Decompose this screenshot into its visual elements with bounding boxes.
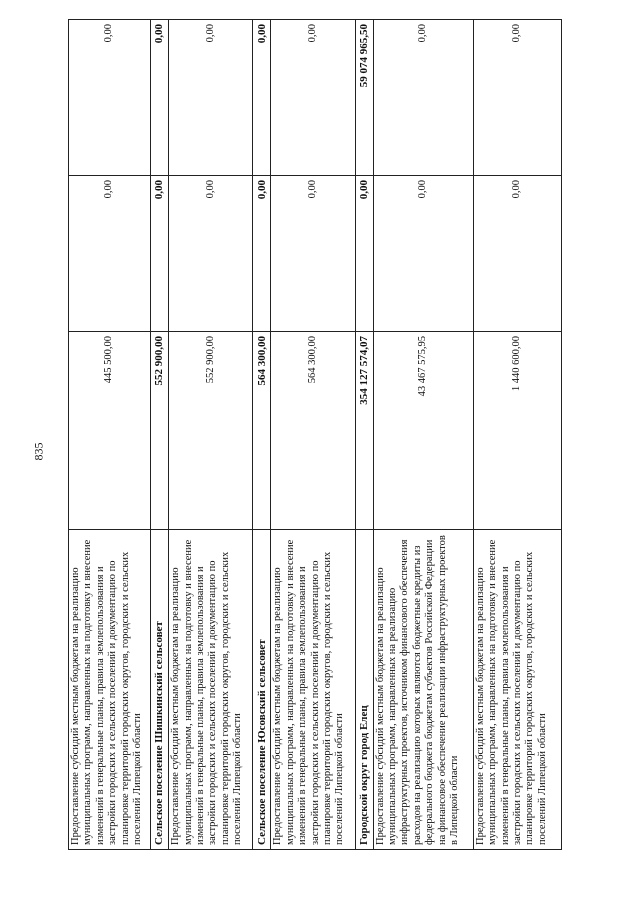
table-row-total [253,20,271,850]
table-row [169,20,253,850]
cell-value-3: 0,00 [69,20,151,176]
table-row-total [151,20,169,850]
row-description: Сельское поселение Юсовский сельсовет [253,530,271,850]
row-description: Сельское поселение Шишкинский сельсовет [151,530,169,850]
cell-value-3: 0,00 [253,20,271,176]
cell-value-1: 1 440 600,00 [473,332,561,530]
cell-value-3: 0,00 [169,20,253,176]
cell-value-3: 59 074 965,50 [355,20,373,176]
cell-value-2: 0,00 [473,176,561,332]
cell-value-1: 445 500,00 [69,332,151,530]
row-description: Предоставление субсидий местным бюджетам на реализацию муниципальных программ, направленных на реализацию инфраструктурных проектов, источником финансового обеспечения расходов на реализацию которых являются бюджетные кредиты из федерального бюджета бюджетам субъектов Российской Федерации на финансовое обеспечение реализации инфраструктурных проектов в Липецкой области [373,530,473,850]
cell-value-2: 0,00 [151,176,169,332]
cell-value-2: 0,00 [271,176,355,332]
row-description: Предоставление субсидий местным бюджетам на реализацию муниципальных программ, направленных на подготовку и внесение изменений в генеральные планы, правила землепользования и застройки городских и сельских поселений и документацию по планировке территорий городских округов, городских и сельских поселений Липецкой области [169,530,253,850]
cell-value-1: 564 300,00 [271,332,355,530]
cell-value-1: 43 467 575,95 [373,332,473,530]
row-description: Городской округ город Елец [355,530,373,850]
table-row [473,20,561,850]
cell-value-1: 552 900,00 [151,332,169,530]
cell-value-2: 0,00 [169,176,253,332]
row-description: Предоставление субсидий местным бюджетам на реализацию муниципальных программ, направленных на подготовку и внесение изменений в генеральные планы, правила землепользования и застройки городских и сельских поселений и документацию по планировке территорий городских округов, городских и сельских поселений Липецкой области [473,530,561,850]
cell-value-3: 0,00 [271,20,355,176]
cell-value-1: 564 300,00 [253,332,271,530]
cell-value-2: 0,00 [253,176,271,332]
row-description: Предоставление субсидий местным бюджетам на реализацию муниципальных программ, направленных на подготовку и внесение изменений в генеральные планы, правила землепользования и застройки городских и сельских поселений и документацию по планировке территорий городских округов, городских и сельских поселений Липецкой области [271,530,355,850]
rotated-table-container [68,20,562,850]
cell-value-3: 0,00 [151,20,169,176]
cell-value-2: 0,00 [69,176,151,332]
cell-value-3: 0,00 [473,20,561,176]
cell-value-2: 0,00 [373,176,473,332]
budget-table-body [69,20,562,850]
cell-value-2: 0,00 [355,176,373,332]
table-row [373,20,473,850]
budget-table [68,19,562,850]
table-row-total [355,20,373,850]
cell-value-1: 354 127 574,07 [355,332,373,530]
page-number: 835 [31,442,46,461]
cell-value-1: 552 900,00 [169,332,253,530]
table-row [69,20,151,850]
cell-value-3: 0,00 [373,20,473,176]
table-row [271,20,355,850]
row-description: Предоставление субсидий местным бюджетам на реализацию муниципальных программ, направленных на подготовку и внесение изменений в генеральные планы, правила землепользования и застройки городских и сельских поселений и документацию по планировке территорий городских округов, городских и сельских поселений Липецкой области [69,530,151,850]
